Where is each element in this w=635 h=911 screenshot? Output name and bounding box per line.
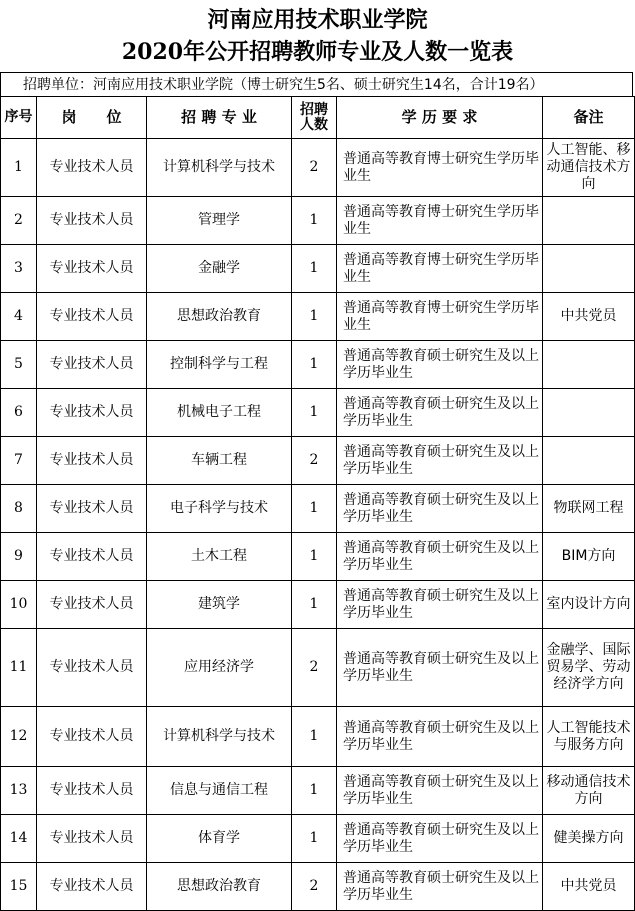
cell-position: 专业技术人员: [37, 245, 147, 293]
cell-education: 普通高等教育博士研究生学历毕业生: [337, 293, 543, 341]
header-education: 学 历 要 求: [337, 97, 543, 139]
cell-count: 1: [292, 245, 337, 293]
cell-note: [543, 245, 635, 293]
table-row: [1, 707, 635, 767]
cell-seq: 11: [1, 629, 37, 707]
table-row: [1, 533, 635, 581]
cell-position: 专业技术人员: [37, 629, 147, 707]
cell-seq: 3: [1, 245, 37, 293]
cell-education: 普通高等教育硕士研究生及以上学历毕业生: [337, 815, 543, 863]
table-row: [1, 767, 635, 815]
cell-seq: 15: [1, 863, 37, 911]
table-row: [1, 485, 635, 533]
cell-position: 专业技术人员: [37, 581, 147, 629]
cell-note: 金融学、国际贸易学、劳动经济学方向: [543, 629, 635, 707]
cell-seq: 2: [1, 197, 37, 245]
cell-note: 健美操方向: [543, 815, 635, 863]
cell-position: 专业技术人员: [37, 863, 147, 911]
table-body: [1, 139, 635, 911]
cell-position: 专业技术人员: [37, 533, 147, 581]
table-row: [1, 437, 635, 485]
cell-count: 2: [292, 139, 337, 197]
cell-count: 2: [292, 629, 337, 707]
cell-major: 土木工程: [147, 533, 292, 581]
cell-major: 建筑学: [147, 581, 292, 629]
cell-position: 专业技术人员: [37, 767, 147, 815]
cell-major: 思想政治教育: [147, 863, 292, 911]
cell-major: 体育学: [147, 815, 292, 863]
cell-major: 信息与通信工程: [147, 767, 292, 815]
header-major: 招 聘 专 业: [147, 97, 292, 139]
table-row: [1, 139, 635, 197]
cell-seq: 12: [1, 707, 37, 767]
cell-count: 1: [292, 389, 337, 437]
cell-seq: 7: [1, 437, 37, 485]
cell-seq: 9: [1, 533, 37, 581]
cell-count: 1: [292, 197, 337, 245]
cell-count: 1: [292, 533, 337, 581]
cell-note: 中共党员: [543, 293, 635, 341]
cell-major: 管理学: [147, 197, 292, 245]
cell-education: 普通高等教育硕士研究生及以上学历毕业生: [337, 629, 543, 707]
cell-count: 2: [292, 437, 337, 485]
table-row: [1, 389, 635, 437]
cell-major: 电子科学与技术: [147, 485, 292, 533]
cell-education: 普通高等教育硕士研究生及以上学历毕业生: [337, 863, 543, 911]
cell-seq: 6: [1, 389, 37, 437]
cell-position: 专业技术人员: [37, 197, 147, 245]
cell-count: 1: [292, 767, 337, 815]
cell-major: 计算机科学与技术: [147, 139, 292, 197]
cell-seq: 5: [1, 341, 37, 389]
cell-position: 专业技术人员: [37, 341, 147, 389]
cell-count: 1: [292, 581, 337, 629]
title-line-2: 2020年公开招聘教师专业及人数一览表: [121, 39, 514, 65]
cell-note: 移动通信技术方向: [543, 767, 635, 815]
cell-count: 1: [292, 341, 337, 389]
cell-note: [543, 437, 635, 485]
document-title: [0, 0, 635, 72]
cell-position: 专业技术人员: [37, 293, 147, 341]
cell-major: 车辆工程: [147, 437, 292, 485]
table-row: [1, 863, 635, 911]
cell-note: 人工智能、移动通信技术方向: [543, 139, 635, 197]
cell-position: 专业技术人员: [37, 139, 147, 197]
table-row: [1, 293, 635, 341]
cell-note: 室内设计方向: [543, 581, 635, 629]
header-seq: 序号: [1, 97, 37, 139]
table-row: [1, 815, 635, 863]
cell-position: 专业技术人员: [37, 485, 147, 533]
cell-count: 1: [292, 815, 337, 863]
cell-count: 1: [292, 293, 337, 341]
cell-education: 普通高等教育硕士研究生及以上学历毕业生: [337, 767, 543, 815]
cell-note: [543, 197, 635, 245]
cell-position: 专业技术人员: [37, 815, 147, 863]
cell-seq: 8: [1, 485, 37, 533]
cell-education: 普通高等教育博士研究生学历毕业生: [337, 197, 543, 245]
cell-note: 中共党员: [543, 863, 635, 911]
table-row: [1, 341, 635, 389]
cell-seq: 10: [1, 581, 37, 629]
cell-note: [543, 341, 635, 389]
cell-seq: 1: [1, 139, 37, 197]
cell-major: 计算机科学与技术: [147, 707, 292, 767]
recruiting-unit-line: 招聘单位：河南应用技术职业学院（博士研究生5名、硕士研究生14名，合计19名）: [0, 72, 633, 96]
header-position: 岗 位: [37, 97, 147, 139]
cell-seq: 14: [1, 815, 37, 863]
cell-major: 控制科学与工程: [147, 341, 292, 389]
cell-education: 普通高等教育硕士研究生及以上学历毕业生: [337, 533, 543, 581]
title-line-1: 河南应用技术职业学院: [207, 7, 428, 33]
cell-note: BIM方向: [543, 533, 635, 581]
cell-seq: 13: [1, 767, 37, 815]
cell-education: 普通高等教育硕士研究生及以上学历毕业生: [337, 581, 543, 629]
cell-position: 专业技术人员: [37, 707, 147, 767]
recruitment-table: [0, 96, 635, 911]
cell-seq: 4: [1, 293, 37, 341]
header-note: 备注: [543, 97, 635, 139]
table-header-row: [1, 97, 635, 139]
cell-education: 普通高等教育博士研究生学历毕业生: [337, 245, 543, 293]
cell-education: 普通高等教育硕士研究生及以上学历毕业生: [337, 707, 543, 767]
cell-education: 普通高等教育硕士研究生及以上学历毕业生: [337, 485, 543, 533]
cell-position: 专业技术人员: [37, 389, 147, 437]
cell-major: 机械电子工程: [147, 389, 292, 437]
cell-education: 普通高等教育硕士研究生及以上学历毕业生: [337, 389, 543, 437]
cell-note: [543, 389, 635, 437]
table-row: [1, 629, 635, 707]
cell-education: 普通高等教育博士研究生学历毕业生: [337, 139, 543, 197]
cell-major: 金融学: [147, 245, 292, 293]
header-count: 招聘人数: [292, 97, 337, 139]
cell-count: 1: [292, 707, 337, 767]
table-row: [1, 197, 635, 245]
cell-education: 普通高等教育硕士研究生及以上学历毕业生: [337, 341, 543, 389]
cell-note: 人工智能技术与服务方向: [543, 707, 635, 767]
table-row: [1, 245, 635, 293]
cell-major: 应用经济学: [147, 629, 292, 707]
cell-count: 2: [292, 863, 337, 911]
cell-note: 物联网工程: [543, 485, 635, 533]
cell-major: 思想政治教育: [147, 293, 292, 341]
cell-count: 1: [292, 485, 337, 533]
cell-education: 普通高等教育硕士研究生及以上学历毕业生: [337, 437, 543, 485]
cell-position: 专业技术人员: [37, 437, 147, 485]
table-row: [1, 581, 635, 629]
